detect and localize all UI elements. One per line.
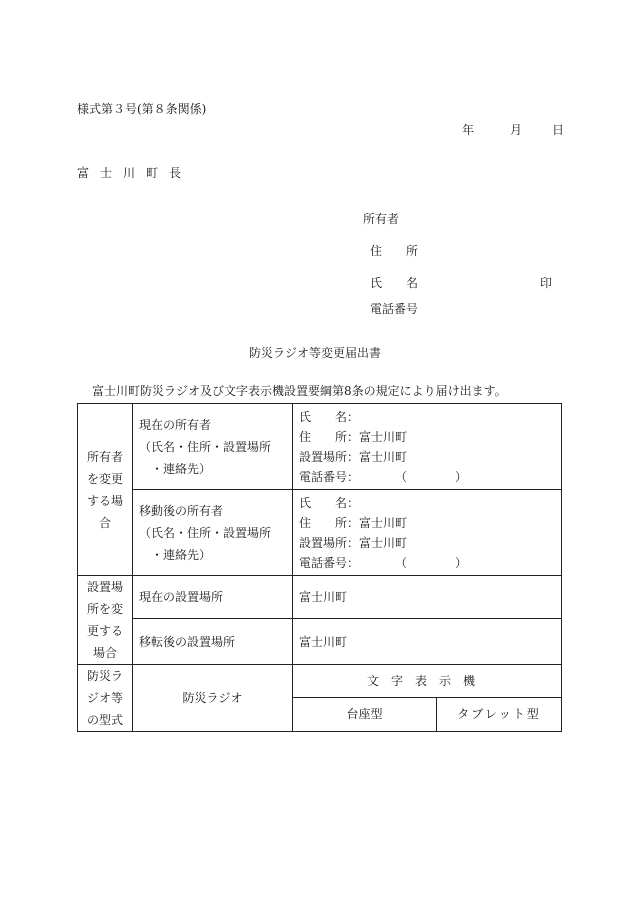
owner-phone-label: 電話番号 bbox=[370, 302, 419, 316]
new-location-label: 移転後の設置場所 bbox=[133, 619, 293, 665]
document-title: 防災ラジオ等変更届出書 bbox=[248, 346, 381, 360]
tablet-type-cell[interactable]: タブレット型 bbox=[437, 697, 562, 731]
current-owner-fields[interactable]: 氏 名： 住 所：富士川町 設置場所：富士川町 電話番号： （ ） bbox=[293, 404, 562, 490]
desk-type-cell[interactable]: 台座型 bbox=[293, 697, 437, 731]
date-line bbox=[462, 124, 564, 136]
owner-name-label: 氏 名 bbox=[370, 276, 419, 290]
owner-address-label: 住 所 bbox=[370, 244, 419, 258]
new-owner-fields[interactable]: 氏 名： 住 所：富士川町 設置場所：富士川町 電話番号： （ ） bbox=[293, 490, 562, 576]
new-location-value[interactable]: 富士川町 bbox=[293, 619, 562, 665]
current-owner-label: 現在の所有者 （氏名・住所・設置場所 ・連絡先） bbox=[133, 404, 293, 490]
location-change-category: 設置場 所を変 更する 場合 bbox=[78, 576, 133, 665]
form-number: 様式第３号(第８条関係) bbox=[77, 102, 207, 116]
new-owner-label: 移動後の所有者 （氏名・住所・設置場所 ・連絡先） bbox=[133, 490, 293, 576]
addressee: 富士川町長 bbox=[77, 166, 193, 180]
text-display-header: 文字表示機 bbox=[293, 665, 562, 698]
radio-model-cell[interactable]: 防災ラジオ bbox=[133, 665, 293, 732]
current-location-value[interactable]: 富士川町 bbox=[293, 576, 562, 619]
model-category: 防災ラ ジオ等 の型式 bbox=[78, 665, 133, 732]
date-year: 年 bbox=[462, 123, 475, 137]
owner-heading: 所有者 bbox=[363, 212, 400, 226]
seal-mark: 印 bbox=[540, 276, 553, 290]
intro-text: 富士川町防災ラジオ及び文字表示機設置要綱第8条の規定により届け出ます。 bbox=[92, 384, 507, 398]
date-day: 日 bbox=[552, 123, 565, 137]
owner-change-category: 所有者 を変更 する場 合 bbox=[78, 404, 133, 576]
date-month: 月 bbox=[510, 123, 523, 137]
change-form-table bbox=[77, 403, 562, 732]
current-location-label: 現在の設置場所 bbox=[133, 576, 293, 619]
